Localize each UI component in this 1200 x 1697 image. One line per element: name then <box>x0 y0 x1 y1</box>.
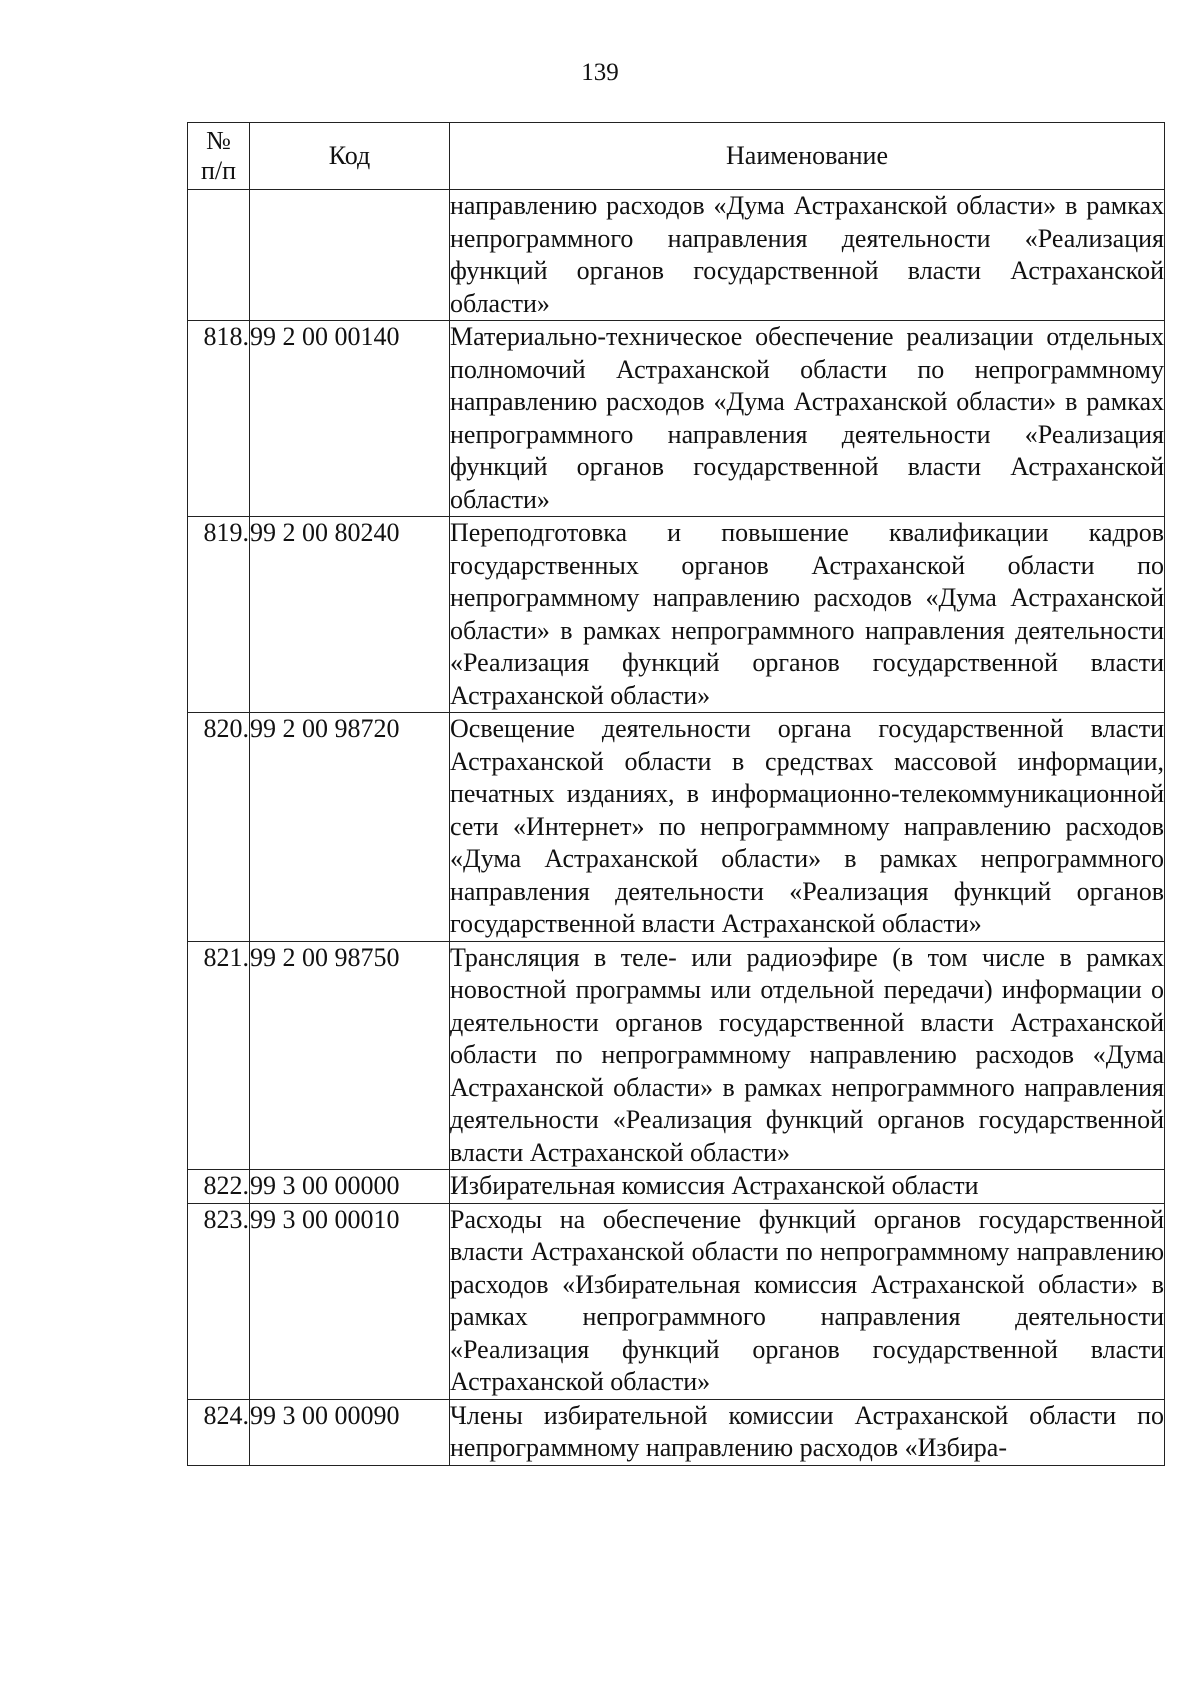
table-row <box>188 1203 1165 1399</box>
row-number: 818. <box>188 321 250 517</box>
table-row <box>188 190 1165 321</box>
row-name: Материально-техническое обеспечение реализации отдельных полномочий Астраханской области по непрограммному направлению расходов «Дума Астраханской области» в рамках непрограммного направления деятельности «Реализация функций органов государственной власти Астраханской области» <box>450 321 1165 517</box>
row-code: 99 2 00 98720 <box>250 713 450 942</box>
row-number: 823. <box>188 1203 250 1399</box>
table-row <box>188 321 1165 517</box>
row-code: 99 3 00 00000 <box>250 1170 450 1204</box>
row-code: 99 2 00 00140 <box>250 321 450 517</box>
row-code: 99 3 00 00010 <box>250 1203 450 1399</box>
row-code: 99 2 00 80240 <box>250 517 450 713</box>
row-code: 99 3 00 00090 <box>250 1399 450 1465</box>
table-row <box>188 941 1165 1170</box>
row-number <box>188 190 250 321</box>
table-row <box>188 1399 1165 1465</box>
row-number: 820. <box>188 713 250 942</box>
header-code: Код <box>250 123 450 190</box>
table-row <box>188 517 1165 713</box>
row-code <box>250 190 450 321</box>
row-number: 821. <box>188 941 250 1170</box>
row-name: Члены избирательной комиссии Астраханской области по непрограммному направлению расходов «Избира- <box>450 1399 1165 1465</box>
row-name: Переподготовка и повышение квалификации кадров государственных органов Астраханской области по непрограммному направлению расходов «Дума Астраханской области» в рамках непрограммного направления деятельности «Реализация функций органов государственной власти Астраханской области» <box>450 517 1165 713</box>
row-name: Расходы на обеспечение функций органов государственной власти Астраханской области по непрограммному направлению расходов «Избирательная комиссия Астраханской области» в рамках непрограммного направления деятельности «Реализация функций органов государственной власти Астраханской области» <box>450 1203 1165 1399</box>
table-row <box>188 713 1165 942</box>
row-code: 99 2 00 98750 <box>250 941 450 1170</box>
table-header-row <box>188 123 1165 190</box>
row-name: Освещение деятельности органа государственной власти Астраханской области в средствах массовой информации, печатных изданиях, в информационно-телекоммуникационной сети «Интернет» по непрограммному направлению расходов «Дума Астраханской области» в рамках непрограммного направления деятельности «Реализация функций органов государственной власти Астраханской области» <box>450 713 1165 942</box>
header-number <box>188 123 250 190</box>
row-number: 824. <box>188 1399 250 1465</box>
header-name: Наименование <box>450 123 1165 190</box>
row-number: 819. <box>188 517 250 713</box>
row-name: направлению расходов «Дума Астраханской области» в рамках непрограммного направления деятельности «Реализация функций органов государственной власти Астраханской области» <box>450 190 1165 321</box>
row-number: 822. <box>188 1170 250 1204</box>
header-number-symbol: № <box>206 126 231 155</box>
row-name: Избирательная комиссия Астраханской области <box>450 1170 1165 1204</box>
row-name: Трансляция в теле- или радиоэфире (в том числе в рамках новостной программы или отдельной передачи) информации о деятельности органов государственной власти Астраханской области по непрограммному направлению расходов «Дума Астраханской области» в рамках непрограммного направления деятельности «Реализация функций органов государственной власти Астраханской области» <box>450 941 1165 1170</box>
header-number-abbrev: п/п <box>200 156 237 185</box>
page-number: 139 <box>581 59 619 86</box>
budget-code-table <box>187 122 1165 1466</box>
table-row <box>188 1170 1165 1204</box>
